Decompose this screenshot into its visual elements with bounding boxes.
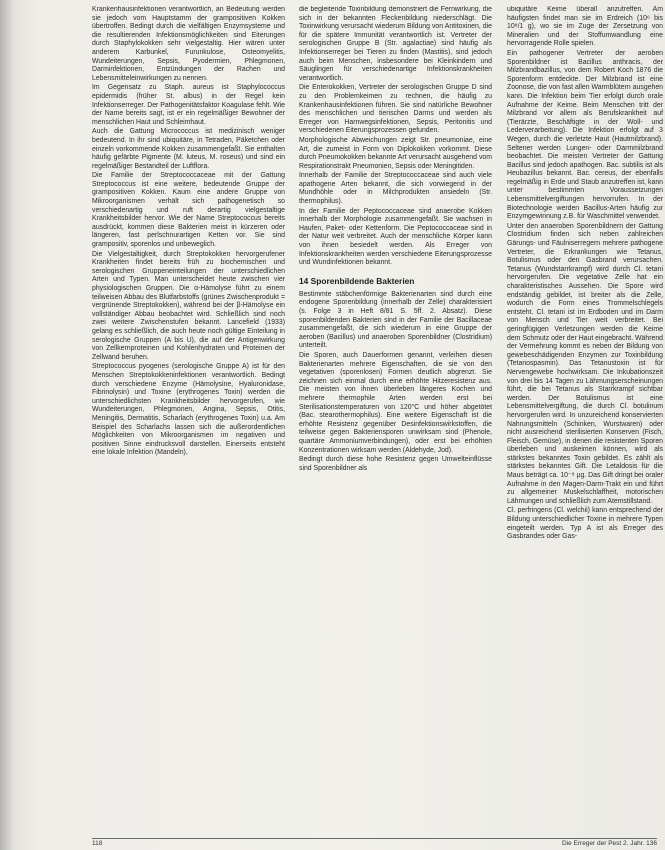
paragraph: Cl. perfringens (Cl. welchii) kann entsprechend der Bildung unterschiedlicher Toxine in mehrere Typen eingeteilt werden. Typ A ist als Erreger des Gasbrandes oder Gas- [507, 507, 663, 541]
paragraph: Auch die Gattung Micrococcus ist medizinisch weniger bedeutend. In ihr sind ubiquitäre, in Tetraden, Päketchen oder einzeln vorkommende Kokken zusammengefaßt. Sie enthalten häufig gefärbte Pigmente (M. luteus, M. roseus) und sind ein regelmäßiger Bestandteil der Luftflora. [92, 128, 285, 170]
paragraph: ubiquitäre Keime überall anzutreffen. Am häufigsten findet man sie im Erdreich (10⁶ bis 10⁸/1 g), wo sie im Zuge der Zersetzung von Mineralien und der Stoffumwandlung eine hervorragende Rolle spielen. [507, 6, 663, 48]
paragraph: Bedingt durch diese hohe Resistenz gegen Umwelteinflüsse sind Sporenbildner als [299, 456, 492, 472]
text-column-1 [92, 6, 285, 826]
paragraph: Im Gegensatz zu Staph. aureus ist Staphylococcus epidermidis (früher St. albus) in der Regel kein Infektionserreger. Der Pathogenitätsfaktor Koagulase fehlt. Wie der Name bereits sagt, ist er ein regelmäßiger Bewohner der menschlichen Haut und Schleimhaut. [92, 84, 285, 126]
paragraph: Streptococcus pyogenes (serologische Gruppe A) ist für den Menschen Streptokokkeninfektionen verantwortlich. Bedingt durch verschiedene Enzyme (Hämolysine, Hyaluronidase, Fibrinolysin) und Toxine (erythrogenes Toxin) werden die unterschiedlichsten Krankheitsbilder hervorgerufen, wie Wundeiterungen, Phlegmonen, Angina, Sepsis, Otitis, Meningitis, Dermatitis, Scharlach (erythrogenes Toxin) u.a. Am Beispiel des Scharlachs lassen sich die außerordentlichen Möglichkeiten von Mikroorganismen im negativen und positiven Sinne eindrucksvoll darstellen. Einerseits entsteht eine lokale Infektion (Mandeln), [92, 363, 285, 457]
page-number: 118 [92, 840, 103, 847]
text-column-2 [299, 6, 492, 826]
paragraph: Krankenhausinfektionen verantwortlich, an Bedeutung werden sie jedoch vom Hauptstamm der grampositiven Kokken übertroffen. Bedingt durch die vielfältigen Enzymsysteme und die resultierenden Infektionsmöglichkeiten sind Eiterungen durch Staphylokokken sehr vielgestaltig. Hier wären unter anderem Karbunkel, Furunkulose, Osteomyelitis, Wundeiterungen, Sepsis, Pyodermien, Phlegmonen, Darminfektionen, Entzündungen der Rachen und Lebensmitteleinwirkungen zu nennen. [92, 6, 285, 82]
paragraph: Die Enterokokken, Vertreter der serologischen Gruppe D sind zu den Problemkeimen zu rechnen, die häufig zu Krankenhausinfektionen führen. Sie sind natürliche Bewohner des menschlichen und tierischen Darms und werden als Erreger von Harnwegsinfektionen, Sepsis, Peritonitis und verschiedenen Eiterungsprozessen gefunden. [299, 84, 492, 135]
section-heading: 14 Sporenbildende Bakterien [299, 275, 415, 286]
footer-rule [92, 838, 657, 839]
paragraph: die begleitende Toxinbildung demonstriert die Fernwirkung, die sich in der bekannten Fleckenbildung niederschlägt. Die Toxinwirkung verursacht wiederum Bildung von Antitoxinen, die für die spätere Immunität verantwortlich ist. Vertreter der serologischen Gruppe B (Str. agalactiae) sind häufig als Infektionserreger bei Tieren zu finden (Mastitis), sind jedoch auch beim Menschen, insbesondere bei Kleinkindern und Säuglingen für verschiedenartige Infektionskrankheiten verantwortlich. [299, 6, 492, 82]
running-footer: Die Erreger der Pest 2. Jahr. 136 [561, 840, 657, 847]
paragraph: Ein pathogener Vertreter der aeroben Sporenbildner ist Bacillus anthracis, der Milzbrandbazillus, von dem Robert Koch 1876 die Sporenform entdeckte. Der Milzbrand ist eine Zoonose, die von fast allen Warmblütern ausgehen kann. Die Infektion beim Tier erfolgt durch orale Aufnahme der Keime. Beim Menschen tritt der Milzbrand vor allem als Berufskrankheit auf (Tierärzte, Beschäftigte in der Woll- und Lederverarbeitung). Die Infektion erfolgt auf 3 Wegen, durch die verletzte Haut (Hautmilzbrand). Seltener werden Lungen- oder Darmmilzbrand beobachtet. Die meisten Vertreter der Gattung Bacillus sind jedoch apathogen. Bac. subtilis ist als Heubazillus bekannt. Bac. cereus, der ebenfalls regelmäßig in Erde und Staub anzutreffen ist, kann unter bestimmten Voraussetzungen Lebensmittelvergiftungen hervorrufen. In der Biotechnologie werden Bacillus-Arten häufig zur Enzymgewinnung z.B. für Waschmittel verwendet. [507, 49, 663, 221]
text-column-3 [507, 6, 663, 826]
paragraph: Unter den anaeroben Sporenbildnern der Gattung Clostridium finden sich neben zahlreichen Gärungs- und Fäulniserregern mehrere pathogene Vertreter, die Erkrankungen wie Tetanus, Botulismus oder den Gasbrand verursachen. Tetanus (Wundstarrkrampf) wird durch Cl. tetani hervorgerufen. Die vegetative Zelle hat ein charakteristisches Aussehen. Die Spore wird endständig gebildet, ist breiter als die Zelle, wodurch die Form eines Trommelschlegels entsteht. Cl. tetani ist im Erdboden und im Darm von Mensch und Tier weit verbreitet. Bei geringfügigen Verletzungen werden die Keime dem Schmutz oder der Haut eingebracht. Während der Vermehrung kommt es neben der Bildung von gewebeschädigenden Enzymen zur Toxinbildung (Tetanospasmin). Das Tetanustoxin ist für Nervengewebe hochwirksam. Die Inkubationszeit von drei bis 14 Tagen zu Lähmungserscheinungen führt, die bei Tetanus als Starrkrampf sichtbar werden. Der Botulismus ist eine Lebensmittelvergiftung, die durch Cl. botulinum hervorgerufen wird. In unzureichend konservierten Nahrungsmitteln (Schinken, Wurstwaren) oder nicht ausreichend sterilisierten Konserven (Fisch, Fleisch, Gemüse), in denen die resistenten Sporen überleben und auskeimen können, wird als stärkstes bekanntes Toxin gebildet. Es zählt als stärkstes bekanntes Gift. Die Letaldosis für die Maus beträgt ca. 10⁻⁸ µg. Das Gift dringt bei oraler Aufnahme in den Magen-Darm-Trakt ein und führt zu allgemeiner Muskelschlaffheit, motorischen Lähmungen und schließlich zum Atemstillstand. [507, 222, 663, 505]
paragraph: Innerhalb der Familie der Streptococcaceae sind auch viele apathogene Arten bekannt, die sich vorwiegend in der Mundhöhle oder in Milchprodukten ansiedeln (Str. thermophilus). [299, 172, 492, 206]
paragraph: Die Familie der Streptococcaceae mit der Gattung Streptococcus ist eine weitere, bedeutende Gruppe der grampositiven Kokken. Kaum eine andere Gruppe von Mikroorganismen verhält sich pathogenetisch so verschiedenartig und ruft derartig vielgestaltige Krankheitsbilder hervor. Wie der Name Streptococcus bereits ausdrückt, kommen diese Bakterien meist in kürzeren oder längeren, fast perlschnurartigen Ketten vor. Sie sind grampositiv, sporenlos und unbeweglich. [92, 172, 285, 249]
paragraph: In der Familie der Peptococcaceae sind anaerobe Kokken innerhalb der Morphologie zusammengefaßt. Sie wachsen in Haufen, Paket- oder Kettenform. Die Peptococcaceae sind in der Natur weit verbreitet. Auch der menschliche Körper kann von ihnen besiedelt werden. Als Erreger von Infektionskrankheiten werden verschiedene Eiterungsprozesse und Wundinfektionen bekannt. [299, 207, 492, 267]
paragraph: Die Sporen, auch Dauerformen genannt, verleihen diesen Bakterienarten mehrere Eigenschaften, die sie von den vegetativen (sporenlosen) Formen deutlich abgrenzt. Sie zeichnen sich einmal durch eine erhöhte Hitzeresistenz aus. Die meisten von ihnen überleben längeres Kochen und mehrere thermophile Arten werden erst bei Sterilisationstemperaturen von 120°C und höher abgetötet (Bac. stearothermophilus). Eine weitere Eigenschaft ist die erhöhte Resistenz gegenüber Desinfektionswirkstoffen, die teilweise gegen Bakteriensporen unwirksam sind (Phenole, quartäre Ammoniumverbindungen), oder erst bei erhöhten Konzentrationen wirksam werden (Aldehyde, Jod). [299, 351, 492, 454]
paragraph: Morphologische Abweichungen zeigt Str. pneumoniae, eine Art, die zumeist in Form von Diplokokken vorkommt. Diese durch Pneumokokken bekannte Art verursacht ausgehend vom Respirationstrakt Pneumonien, Sepsis oder Meningitiden. [299, 136, 492, 170]
paragraph: Bestimmte stäbchenförmige Bakterienarten sind durch eine endogene Sporenbildung (innerhalb der Zelle) charakterisiert (s. Folge 3 in Heft 8/81 S. 5ff. 2. Absatz). Diese sporenbildenden Bakterien sind in der Familie der Bacillaceae zusammengefaßt, die sich wiederum in eine Gruppe der aeroben (Bacillus) und anaeroben Sporenbildner (Clostridium) unterteilt. [299, 290, 492, 350]
paragraph: Die Vielgestaltigkeit, durch Streptokokken hervorgerufener Krankheiten findet bereits früh zu biochemischen und serologischen Gruppeneinteilungen der unterschiedlichen Arten und Typen. Man unterscheidet heute zwischen vier physiologischen Gruppen. Die α-Hämolyse führt zu einem teilweisen Abbau des Blutfarbstoffs (grünes Zwischenprodukt = vergrünende Streptokokken), während bei der β-Hämolyse ein vollständiger Abbau beobachtet wird. Schließlich sind noch zwei weitere Zwischenstufen bekannt. Lancefield (1933) gelang es schließlich, die auch heute noch gültige Einteilung in serologische Gruppen (A bis U), die auf der Antigenwirkung von Zellkernproteinen und Kohlenhydraten und Proteinen der Zellwand beruhen. [92, 250, 285, 361]
binding-gutter-shadow [0, 0, 14, 850]
